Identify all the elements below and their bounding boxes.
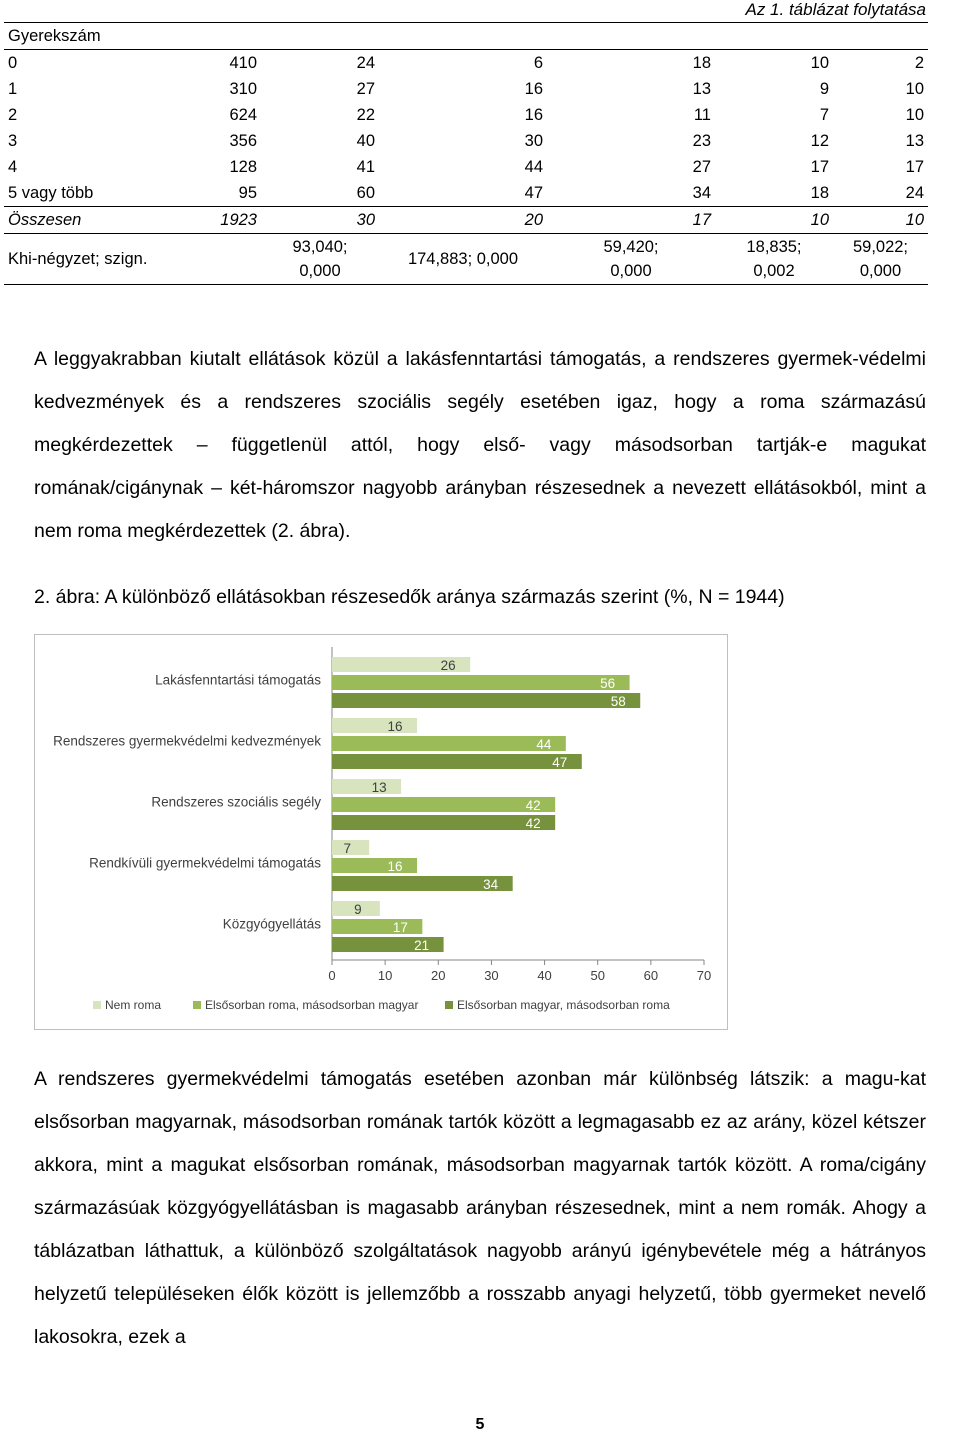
table-row — [4, 76, 928, 102]
data-label: 17 — [392, 920, 408, 935]
bar — [332, 736, 566, 751]
legend-entry: Nem roma — [105, 998, 162, 1012]
table-cell: 59,420; 0,000 — [547, 234, 715, 285]
category-label: Rendkívüli gyermekvédelmi támogatás — [89, 855, 321, 871]
table-cell: 24 — [905, 183, 924, 202]
table-cell: 30 — [261, 207, 379, 234]
bar — [332, 858, 417, 873]
category-label: Lakásfenntartási támogatás — [155, 672, 321, 688]
bar — [332, 718, 417, 733]
table-cell: 2 — [914, 53, 924, 72]
table-cell: 6 — [533, 53, 543, 72]
data-label: 42 — [525, 798, 541, 813]
category-label: Rendszeres gyermekvédelmi kedvezmények — [53, 733, 321, 749]
x-tick-label: 70 — [696, 968, 712, 983]
row-label: 5 vagy több — [8, 183, 94, 202]
table-cell: 93,040; 0,000 — [261, 234, 379, 285]
table-cell: 23 — [692, 131, 711, 150]
data-label: 7 — [343, 841, 351, 856]
table-cell: 9 — [819, 79, 829, 98]
row-label: 0 — [8, 53, 18, 72]
table-cell: 10 — [810, 53, 829, 72]
data-label: 9 — [354, 902, 362, 917]
table-cell: 1923 — [169, 207, 261, 234]
paragraph-2: A rendszeres gyermekvédelmi támogatás esetében azonban már különbség látszik: a magu-kat elsősorban magyarnak, másodsorban romának tartók között a legmagasabb ez az arány, közel kétszer akkora, mint a magukat elsősorban romának, másodsorban magyarnak tartók között. A roma/cigány származásúak közgyógyellátásban is magasabb arányban részesednek, mint a nem romák. Ahogy a táblázatban láthattuk, a különböző szolgáltatások nagyobb arányú igénybevétele még a hátrányos helyzetű településeken élők között is jellemzőbb a rosszabb anyagi helyzetű, több gyermeket nevelő lakosokra, ezek a — [34, 1068, 926, 1348]
table-cell: 128 — [229, 157, 257, 176]
data-label: 21 — [414, 938, 430, 953]
table-cell: 22 — [356, 105, 375, 124]
table-row — [4, 154, 928, 180]
data-label: 44 — [536, 737, 552, 752]
table-cell: 41 — [356, 157, 375, 176]
table-row-total — [4, 207, 928, 234]
table-cell: 17 — [810, 157, 829, 176]
x-tick-label: 10 — [377, 968, 393, 983]
table-cell: 60 — [356, 183, 375, 202]
table-cell: 18 — [810, 183, 829, 202]
paragraph-1: A leggyakrabban kiutalt ellátások közül a lakásfenntartási támogatás, a rendszeres gyermek-védelmi kedvezmények és a rendszeres szociális segély esetében igaz, hogy a roma származású megkérdezettek – függetlenül attól, hogy első- vagy másodsorban tartják-e magukat romának/cigánynak – két-háromszor nagyobb arányban részesednek a nevezett ellátásokból, mint a nem roma megkérdezettek (2. ábra). — [34, 348, 926, 542]
table-cell: 95 — [238, 183, 257, 202]
table-row — [4, 180, 928, 207]
table-cell: 10 — [905, 105, 924, 124]
x-tick-label: 60 — [643, 968, 659, 983]
data-label: 34 — [483, 877, 499, 892]
row-label: 3 — [8, 131, 18, 150]
row-label: Khi-négyzet; szign. — [4, 234, 169, 285]
table-cell: 13 — [692, 79, 711, 98]
row-label: 1 — [8, 79, 18, 98]
data-label: 26 — [440, 658, 456, 673]
page-number: 5 — [475, 1416, 485, 1433]
figure-title: 2. ábra: A különböző ellátásokban részesedők aránya származás szerint (%, N = 1944) — [34, 586, 785, 608]
table-cell: 40 — [356, 131, 375, 150]
table-cell: 17 — [547, 207, 715, 234]
x-tick-label: 0 — [328, 968, 336, 983]
data-label: 58 — [610, 694, 626, 709]
bar — [332, 693, 640, 708]
table-cell: 59,022; 0,000 — [833, 234, 928, 285]
table-cell: 16 — [524, 105, 543, 124]
bar — [332, 797, 555, 812]
legend-entry: Elsősorban magyar, másodsorban roma — [457, 998, 670, 1012]
row-label: 2 — [8, 105, 18, 124]
table-header: Gyerekszám — [4, 23, 928, 50]
data-label: 16 — [387, 719, 403, 734]
table-cell: 24 — [356, 53, 375, 72]
table-cell: 356 — [229, 131, 257, 150]
table-cell: 13 — [905, 131, 924, 150]
bar-chart — [35, 635, 727, 1029]
x-tick-label: 40 — [537, 968, 552, 983]
table-cell: 10 — [905, 79, 924, 98]
table-cell: 17 — [905, 157, 924, 176]
category-label: Rendszeres szociális segély — [151, 794, 321, 810]
row-label: 4 — [8, 157, 18, 176]
data-table — [4, 22, 928, 285]
legend-swatch — [193, 1001, 201, 1009]
table-cell: 310 — [229, 79, 257, 98]
chart-frame — [34, 634, 728, 1030]
table-cell: 27 — [356, 79, 375, 98]
legend-entry: Elsősorban roma, másodsorban magyar — [205, 998, 419, 1012]
table-cell: 624 — [229, 105, 257, 124]
table-cell: 34 — [692, 183, 711, 202]
table-cell: 10 — [833, 207, 928, 234]
table-row — [4, 128, 928, 154]
table-cell — [169, 234, 261, 285]
table-row — [4, 102, 928, 128]
bar — [332, 675, 630, 690]
bar — [332, 754, 582, 769]
category-label: Közgyógyellátás — [222, 916, 321, 932]
table-cell: 410 — [229, 53, 257, 72]
bar — [332, 815, 555, 830]
data-label: 42 — [525, 816, 541, 831]
table-cell: 7 — [819, 105, 829, 124]
table-cell: 27 — [692, 157, 711, 176]
x-tick-label: 50 — [590, 968, 605, 983]
table-cell: 18 — [692, 53, 711, 72]
table-cell: 12 — [810, 131, 829, 150]
table-cell: 174,883; 0,000 — [379, 234, 547, 285]
legend-swatch — [445, 1001, 453, 1009]
table-cell: 30 — [524, 131, 543, 150]
data-label: 16 — [387, 859, 403, 874]
table-cell: 44 — [524, 157, 543, 176]
table-caption: Az 1. táblázat folytatása — [745, 0, 926, 19]
data-label: 13 — [371, 780, 387, 795]
table-cell: 11 — [693, 105, 711, 124]
table-row — [4, 50, 928, 77]
table-cell: 47 — [524, 183, 543, 202]
row-label: Összesen — [4, 207, 169, 234]
table-row-chi-square — [4, 234, 928, 285]
bar — [332, 779, 401, 794]
table-cell: 10 — [715, 207, 833, 234]
x-tick-label: 30 — [484, 968, 499, 983]
table-cell: 20 — [379, 207, 547, 234]
table-cell: 18,835; 0,002 — [715, 234, 833, 285]
data-label: 47 — [552, 755, 568, 770]
table-cell: 16 — [524, 79, 543, 98]
x-tick-label: 20 — [431, 968, 446, 983]
legend-swatch — [93, 1001, 101, 1009]
bar — [332, 919, 422, 934]
data-label: 56 — [600, 676, 616, 691]
